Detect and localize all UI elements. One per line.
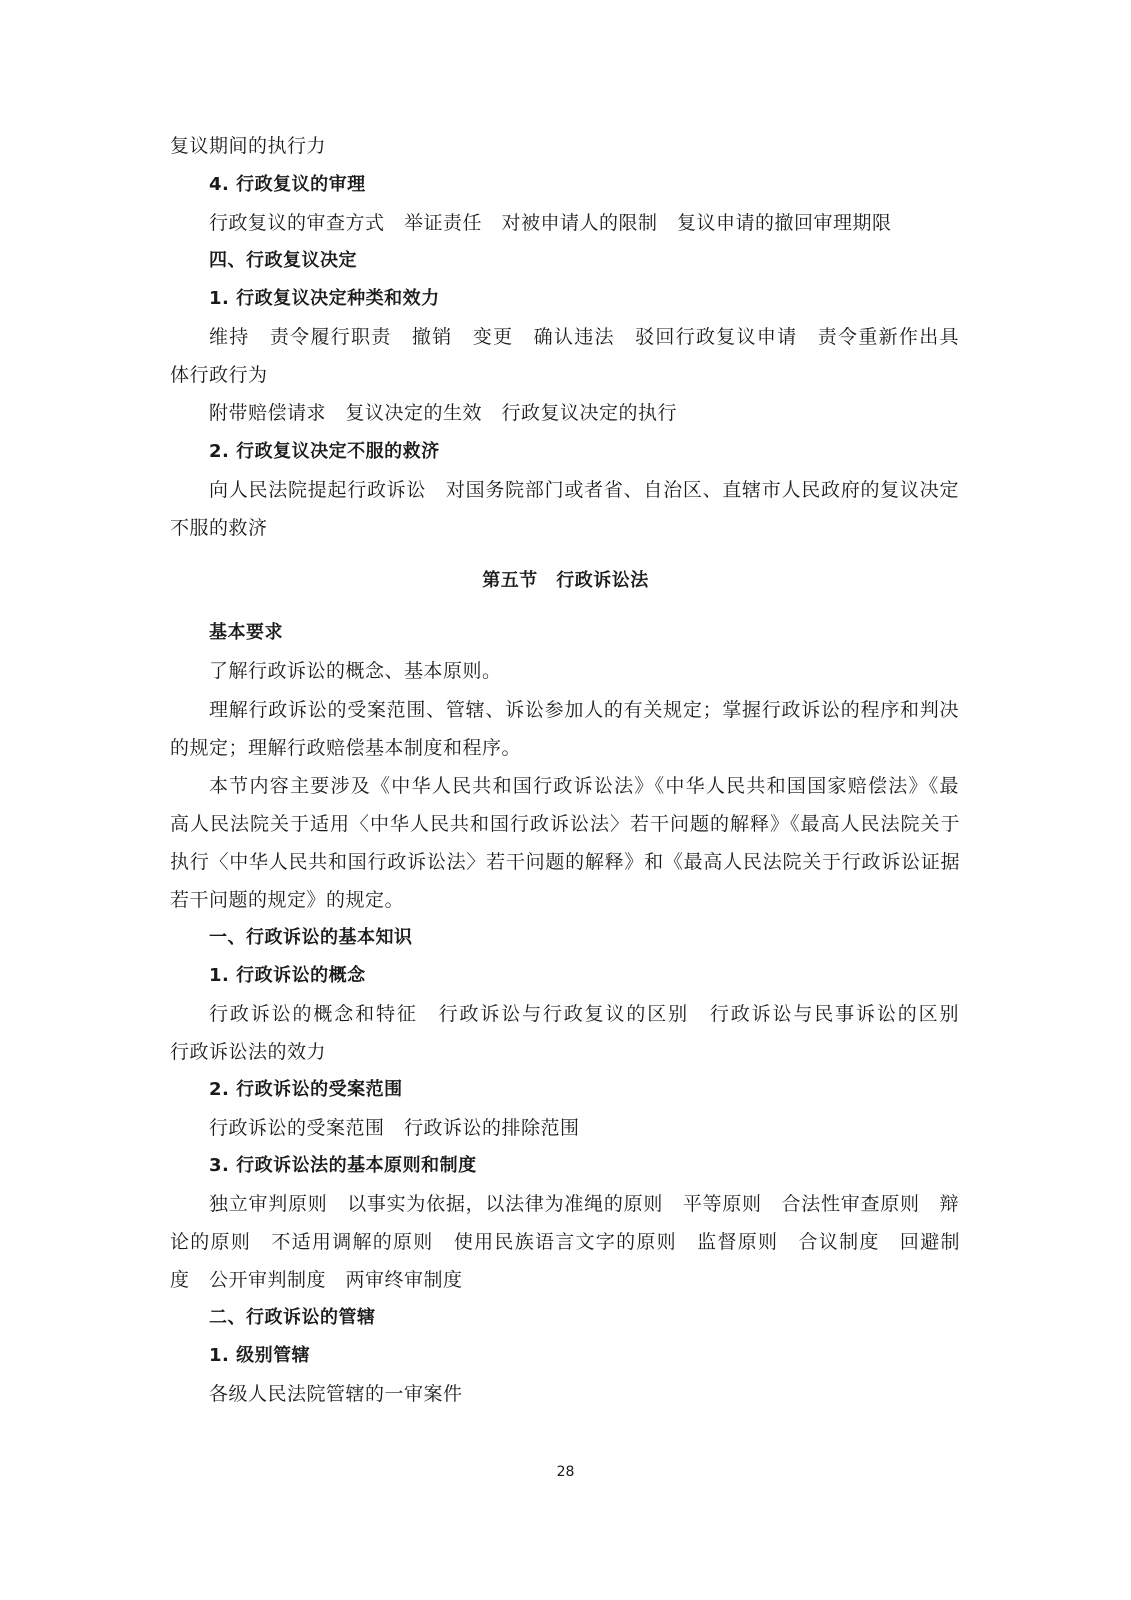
text-line: 本节内容主要涉及《中华人民共和国行政诉讼法》《中华人民共和国国家赔偿法》《最 (209, 775, 959, 797)
text-line: 向人民法院提起行政诉讼 对国务院部门或者省、自治区、直辖市人民政府的复议决定 (209, 479, 959, 501)
text-line: 度 公开审判制度 两审终审制度 (170, 1269, 463, 1291)
text-line: 体行政行为 (170, 364, 268, 386)
subsection-heading: 4. 行政复议的审理 (209, 174, 366, 195)
text-line: 若干问题的规定》的规定。 (170, 889, 405, 911)
text-line: 行政诉讼的受案范围 行政诉讼的排除范围 (209, 1117, 580, 1139)
section-heading: 一、行政诉讼的基本知识 (209, 927, 413, 948)
text-line: 不服的救济 (170, 517, 268, 539)
subsection-heading: 1. 行政复议决定种类和效力 (209, 288, 440, 309)
text-line: 理解行政诉讼的受案范围、管辖、诉讼参加人的有关规定；掌握行政诉讼的程序和判决 (209, 699, 959, 721)
text-line: 了解行政诉讼的概念、基本原则。 (209, 660, 502, 682)
text-line: 执行〈中华人民共和国行政诉讼法〉若干问题的解释》和《最高人民法院关于行政诉讼证据 (170, 851, 960, 873)
text-line: 论的原则 不适用调解的原则 使用民族语言文字的原则 监督原则 合议制度 回避制 (170, 1231, 960, 1253)
text-line: 附带赔偿请求 复议决定的生效 行政复议决定的执行 (209, 402, 678, 424)
section-heading: 四、行政复议决定 (209, 250, 357, 271)
text-line: 独立审判原则 以事实为依据，以法律为准绳的原则 平等原则 合法性审查原则 辩 (209, 1193, 959, 1215)
page-number: 28 (556, 1464, 575, 1480)
text-line: 维持 责令履行职责 撤销 变更 确认违法 驳回行政复议申请 责令重新作出具 (209, 326, 959, 348)
text-line: 行政诉讼的概念和特征 行政诉讼与行政复议的区别 行政诉讼与民事诉讼的区别 (209, 1003, 959, 1025)
text-line: 高人民法院关于适用〈中华人民共和国行政诉讼法〉若干问题的解释》《最高人民法院关于 (170, 813, 960, 835)
chapter-section-title: 第五节 行政诉讼法 (482, 570, 649, 591)
subsection-heading: 2. 行政复议决定不服的救济 (209, 441, 440, 462)
text-line: 各级人民法院管辖的一审案件 (209, 1383, 463, 1405)
section-label: 基本要求 (209, 622, 283, 643)
subsection-heading: 1. 行政诉讼的概念 (209, 965, 366, 986)
subsection-heading: 3. 行政诉讼法的基本原则和制度 (209, 1155, 477, 1176)
text-line: 复议期间的执行力 (170, 135, 327, 157)
section-heading: 二、行政诉讼的管辖 (209, 1307, 376, 1328)
subsection-heading: 2. 行政诉讼的受案范围 (209, 1079, 403, 1100)
subsection-heading: 1. 级别管辖 (209, 1345, 311, 1366)
text-line: 行政诉讼法的效力 (170, 1041, 327, 1063)
text-line: 行政复议的审查方式 举证责任 对被申请人的限制 复议申请的撤回审理期限 (209, 212, 892, 234)
text-line: 的规定；理解行政赔偿基本制度和程序。 (170, 737, 522, 759)
